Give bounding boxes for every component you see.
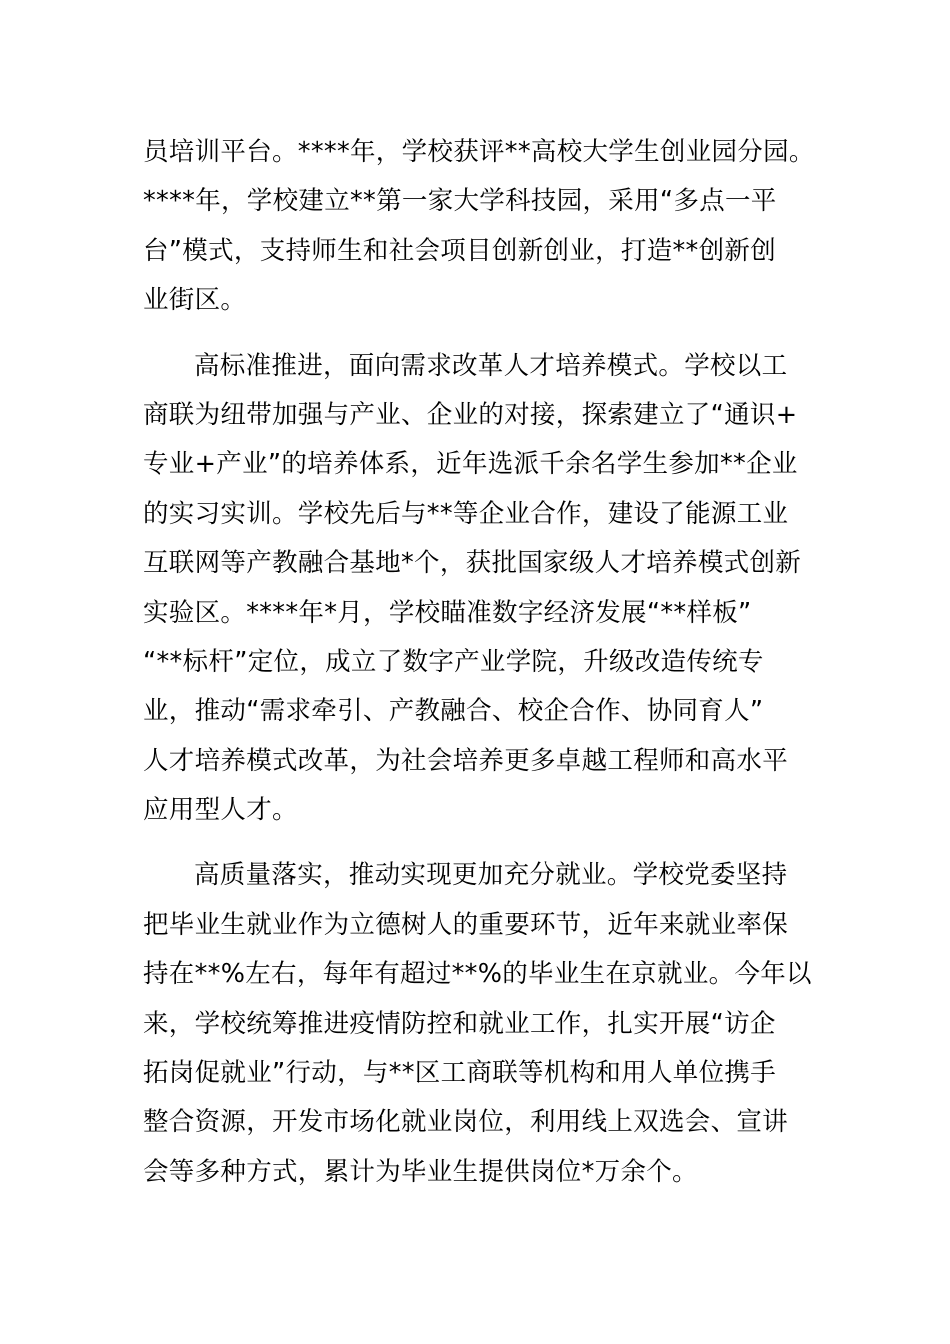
text-line: 实验区。****年*月，学校瞄准数字经济发展“**样板” [143, 597, 752, 628]
text-line: 整合资源，开发市场化就业岗位，利用线上双选会、宣讲 [143, 1107, 789, 1138]
text-line: 商联为纽带加强与产业、企业的对接，探索建立了“通识+ [143, 399, 798, 430]
text-line: 把毕业生就业作为立德树人的重要环节，近年来就业率保 [143, 909, 789, 940]
text-line: 应用型人才。 [143, 795, 298, 826]
text-line: 业，推动“需求牵引、产教融合、校企合作、协同育人” [143, 696, 764, 727]
paragraph-1 [143, 128, 815, 326]
paragraph-spacer [143, 835, 815, 851]
document-body [143, 128, 815, 1197]
text-line: 高标准推进，面向需求改革人才培养模式。学校以工 [194, 350, 788, 381]
text-line: 员培训平台。****年，学校获评**高校大学生创业园分园。 [143, 137, 815, 167]
text-line: 会等多种方式，累计为毕业生提供岗位*万余个。 [143, 1156, 698, 1187]
paragraph-3 [143, 851, 815, 1197]
text-line: 拓岗促就业”行动，与**区工商联等机构和用人单位携手 [143, 1058, 777, 1089]
text-line: 持在**%左右，每年有超过**%的毕业生在京就业。今年以 [143, 959, 812, 990]
text-line: 的实习实训。学校先后与**等企业合作，建设了能源工业 [143, 498, 789, 529]
text-line: “**标杆”定位，成立了数字产业学院，升级改造传统专 [143, 646, 764, 677]
text-line: 互联网等产教融合基地*个，获批国家级人才培养模式创新 [143, 548, 802, 579]
text-line: 专业+产业”的培养体系，近年选派千余名学生参加**企业 [143, 449, 798, 480]
text-line: 台”模式，支持师生和社会项目创新创业，打造**创新创 [143, 235, 777, 266]
text-line: 人才培养模式改革，为社会培养更多卓越工程师和高水平 [143, 745, 789, 776]
text-line: 高质量落实，推动实现更加充分就业。学校党委坚持 [194, 860, 788, 891]
paragraph-2 [143, 342, 815, 836]
text-line: 来，学校统筹推进疫情防控和就业工作，扎实开展“访企 [143, 1008, 776, 1039]
paragraph-spacer [143, 326, 815, 342]
text-line: 业街区。 [143, 285, 247, 316]
text-line: ****年，学校建立**第一家大学科技园，采用“多点一平 [143, 186, 777, 217]
